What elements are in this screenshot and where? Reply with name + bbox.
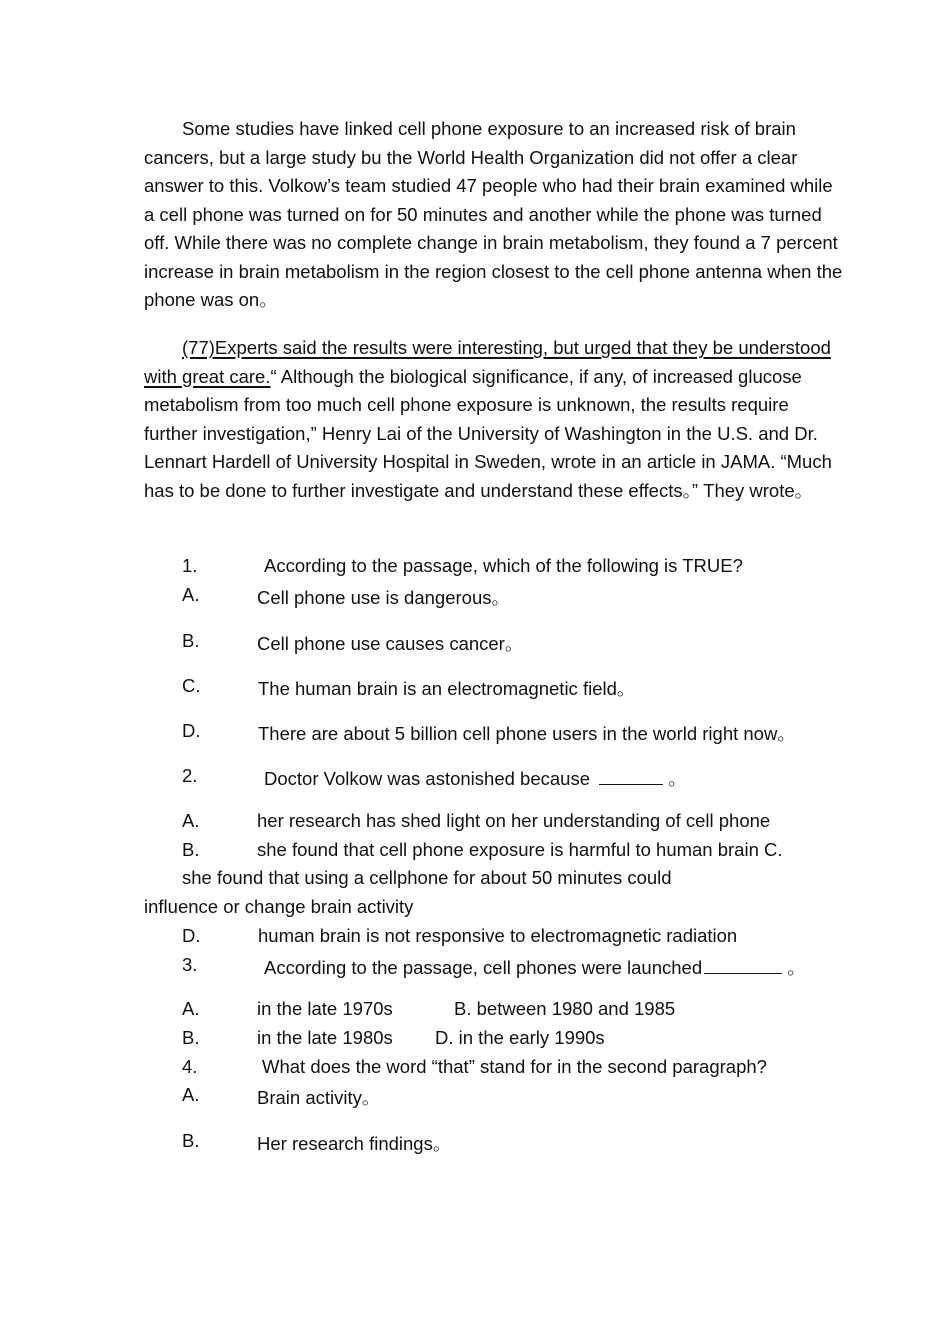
answer-blank: [704, 957, 782, 974]
question-4-option-a: [0, 1084, 950, 1108]
question-3-options-row-1: [0, 998, 950, 1022]
option-label: A.: [182, 1084, 200, 1105]
question-text: [264, 765, 687, 791]
question-2-option-d: [0, 925, 950, 949]
option-text: Cell phone use is dangerous。: [257, 587, 510, 608]
question-2-option-a: [0, 810, 950, 834]
option-text: influence or change brain activity: [144, 896, 414, 917]
option-text: she found that using a cellphone for about 50 minutes could: [182, 867, 672, 888]
question-stem: Doctor Volkow was astonished because: [264, 768, 590, 789]
question-number: 3.: [182, 954, 198, 975]
underlined-sentence-77: (77)Experts said the results were interesting, but urged that they be understood with great care.: [144, 337, 831, 387]
option-label: B.: [182, 630, 200, 651]
question-text: [264, 954, 806, 980]
question-1-option-a: [0, 584, 950, 608]
answer-blank: [599, 768, 663, 785]
option-text: her research has shed light on her understanding of cell phone: [257, 810, 771, 831]
question-number: 1.: [182, 555, 198, 576]
option-label: C.: [182, 675, 201, 696]
question-2-option-b: [0, 839, 950, 863]
question-3-stem: [0, 954, 950, 978]
question-text: According to the passage, which of the following is TRUE?: [264, 555, 743, 576]
question-4-option-b: [0, 1130, 950, 1154]
stem-end: 。: [668, 768, 687, 789]
option-label: D.: [182, 720, 201, 741]
option-label: D.: [182, 925, 201, 946]
option-text: she found that cell phone exposure is harmful to human brain C.: [257, 839, 783, 860]
question-number: 4.: [182, 1056, 198, 1077]
option-label: B.: [182, 839, 200, 860]
question-stem: According to the passage, cell phones were launched: [264, 957, 703, 978]
paragraph-2-rest: “ Although the biological significance, if any, of increased glucose metabolism from too much cell phone exposure is unknown, the results require further investigation,” Henry Lai of the University of Washington in the U.S. and Dr. Lennart Hardell of University Hospital in Sweden, wrote in an article in JAMA. “Much has to be done to further investigate and understand these effects。” They wrote。: [144, 365, 832, 501]
option-text: in the late 1970s: [257, 998, 393, 1019]
option-label: B.: [182, 1130, 200, 1151]
option-text: in the late 1980s: [257, 1027, 393, 1048]
question-text: What does the word “that” stand for in the second paragraph?: [262, 1056, 767, 1077]
option-label: B.: [182, 1027, 200, 1048]
option-label: A.: [182, 998, 200, 1019]
passage-paragraph-1: Some studies have linked cell phone exposure to an increased risk of brain cancers, but a large study bu the World Health Organization did not offer a clear answer to this. Volkow’s team studied 47 people who had their brain examined while a cell phone was turned on for 50 minutes and another while the phone was turned off. While there was no complete change in brain metabolism, they found a 7 percent increase in brain metabolism in the region closest to the cell phone antenna when the phone was on。: [144, 118, 843, 310]
option-text: The human brain is an electromagnetic field。: [258, 678, 636, 699]
option-text-inline: D. in the early 1990s: [435, 1027, 605, 1048]
option-text-inline: B. between 1980 and 1985: [454, 998, 676, 1019]
passage-paragraph-2: [144, 334, 844, 505]
option-label: A.: [182, 810, 200, 831]
question-1-option-b: [0, 630, 950, 654]
option-text: Brain activity。: [257, 1087, 381, 1108]
question-2-option-c-line-2: [0, 896, 950, 920]
question-3-options-row-2: [0, 1027, 950, 1051]
question-1-option-c: [0, 675, 950, 699]
question-1-option-d: [0, 720, 950, 744]
option-text: Cell phone use causes cancer。: [257, 633, 524, 654]
option-text: There are about 5 billion cell phone users in the world right now。: [258, 723, 796, 744]
question-2-stem: [0, 765, 950, 789]
question-1-stem: [0, 555, 950, 579]
question-4-stem: [0, 1056, 950, 1080]
option-text: human brain is not responsive to electromagnetic radiation: [258, 925, 738, 946]
question-number: 2.: [182, 765, 198, 786]
option-text: Her research findings。: [257, 1133, 452, 1154]
option-label: A.: [182, 584, 200, 605]
question-2-option-c-line-1: [0, 867, 950, 891]
stem-end: 。: [787, 957, 806, 978]
